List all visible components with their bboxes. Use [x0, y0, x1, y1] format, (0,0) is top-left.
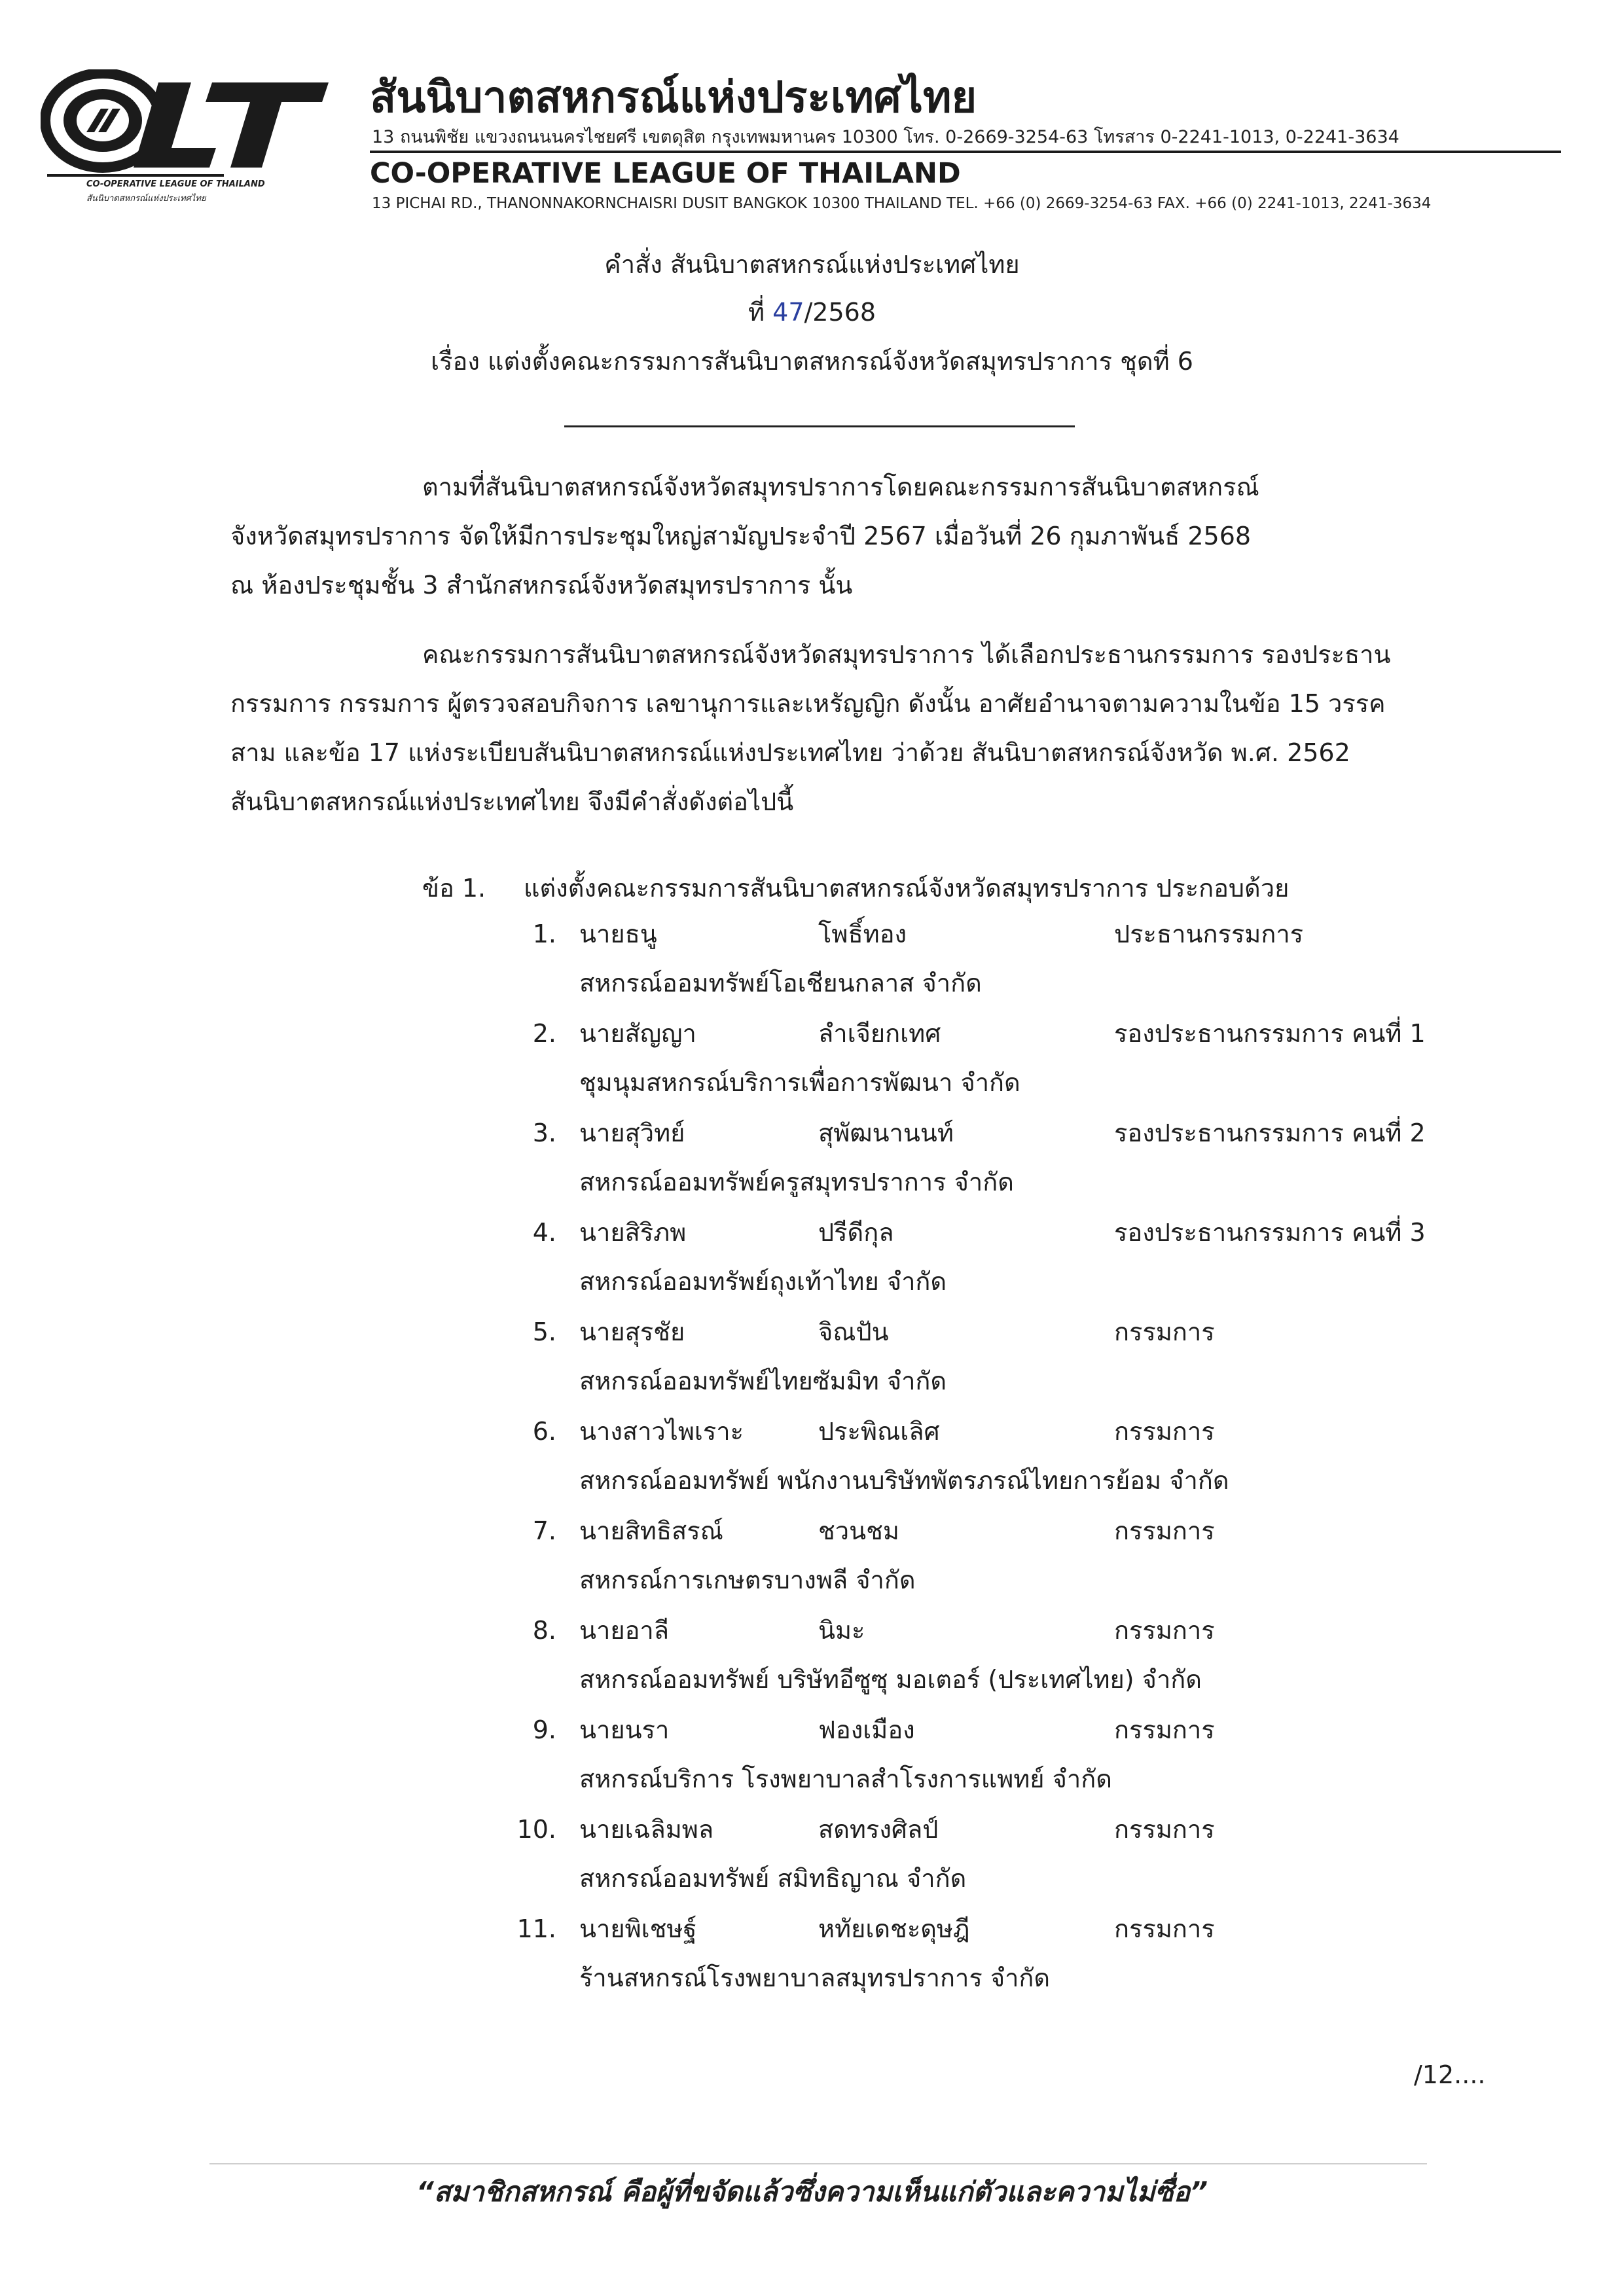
member-first-name: นายสัญญา	[579, 1019, 696, 1048]
member-last-name: หทัยเดชะดุษฎี	[818, 1914, 970, 1943]
member-first-name: นายนรา	[579, 1715, 670, 1744]
paragraph-1-line-2: จังหวัดสมุทรปราการ จัดให้มีการประชุมใหญ่สามัญประจำปี 2567 เมื่อวันที่ 26 กุมภาพันธ์ 2568	[230, 522, 1252, 550]
member-cooperative: สหกรณ์บริการ โรงพยาบาลสำโรงการแพทย์ จำกัด	[579, 1765, 1112, 1793]
member-first-name: นายพิเชษฐ์	[579, 1914, 697, 1943]
member-first-name: นายอาลี	[579, 1616, 670, 1645]
order-number-suffix: /2568	[804, 298, 876, 327]
footer-motto: “สมาชิกสหกรณ์ คือผู้ที่ขจัดแล้วซึ่งความเห็นแก่ตัวและความไม่ซื่อ”	[416, 2176, 1208, 2208]
member-number: 11.	[516, 1914, 556, 1943]
member-first-name: นางสาวไพเราะ	[579, 1417, 744, 1446]
member-cooperative: สหกรณ์ออมทรัพย์โอเชียนกลาส จำกัด	[579, 969, 982, 997]
member-last-name: โพธิ์ทอง	[818, 920, 907, 948]
clt-logo	[41, 69, 348, 207]
member-number: 8.	[532, 1616, 556, 1645]
member-role: รองประธานกรรมการ คนที่ 3	[1114, 1218, 1426, 1247]
member-number: 9.	[532, 1715, 556, 1744]
member-number: 1.	[532, 920, 556, 948]
member-first-name: นายธนู	[579, 920, 657, 948]
member-cooperative: สหกรณ์ออมทรัพย์ถุงเท้าไทย จำกัด	[579, 1267, 947, 1296]
letterhead-divider	[370, 151, 1561, 153]
page-continuation: /12....	[1414, 2060, 1486, 2089]
member-last-name: สุพัฒนานนท์	[818, 1119, 954, 1147]
logo-caption-th: สันนิบาตสหกรณ์แห่งประเทศไทย	[86, 194, 206, 204]
member-last-name: สดทรงศิลป์	[818, 1815, 939, 1844]
order-subject: เรื่อง แต่งตั้งคณะกรรมการสันนิบาตสหกรณ์จังหวัดสมุทรปราการ ชุดที่ 6	[431, 347, 1193, 376]
member-cooperative: สหกรณ์ออมทรัพย์ไทยซัมมิท จำกัด	[579, 1367, 947, 1395]
member-cooperative: สหกรณ์ออมทรัพย์ สมิทธิญาณ จำกัด	[579, 1864, 967, 1893]
member-last-name: ลำเจียกเทศ	[818, 1019, 941, 1048]
member-first-name: นายเฉลิมพล	[579, 1815, 714, 1844]
member-role: กรรมการ	[1114, 1417, 1215, 1446]
paragraph-2-line-4: สันนิบาตสหกรณ์แห่งประเทศไทย จึงมีคำสั่งดังต่อไปนี้	[230, 787, 794, 816]
member-role: กรรมการ	[1114, 1516, 1215, 1545]
order-number	[0, 298, 1624, 328]
member-number: 4.	[532, 1218, 556, 1247]
member-role: ประธานกรรมการ	[1114, 920, 1304, 948]
member-cooperative: สหกรณ์ออมทรัพย์ครูสมุทรปราการ จำกัด	[579, 1168, 1014, 1196]
member-number: 5.	[532, 1318, 556, 1346]
member-first-name: นายสุวิทย์	[579, 1119, 685, 1147]
member-role: กรรมการ	[1114, 1914, 1215, 1943]
member-last-name: ประพิณเลิศ	[818, 1417, 940, 1446]
paragraph-1-line-3: ณ ห้องประชุมชั้น 3 สำนักสหกรณ์จังหวัดสมุทรปราการ นั้น	[230, 571, 853, 600]
member-last-name: ปรีดีกุล	[818, 1218, 894, 1247]
member-cooperative: สหกรณ์การเกษตรบางพลี จำกัด	[579, 1566, 916, 1594]
member-last-name: นิมะ	[818, 1616, 865, 1645]
member-last-name: จิณปัน	[818, 1318, 889, 1346]
member-number: 7.	[532, 1516, 556, 1545]
paragraph-1-line-1: ตามที่สันนิบาตสหกรณ์จังหวัดสมุทรปราการโดยคณะกรรมการสันนิบาตสหกรณ์	[422, 473, 1259, 501]
member-first-name: นายสิริภพ	[579, 1218, 687, 1247]
clause-1-text: แต่งตั้งคณะกรรมการสันนิบาตสหกรณ์จังหวัดสมุทรปราการ ประกอบด้วย	[524, 874, 1290, 903]
member-number: 3.	[532, 1119, 556, 1147]
address-th: 13 ถนนพิชัย แขวงถนนนครไชยศรี เขตดุสิต กรุงเทพมหานคร 10300 โทร. 0-2669-3254-63 โทรสาร 0-2241-1013, 0-2241-3634	[372, 127, 1399, 147]
member-number: 6.	[532, 1417, 556, 1446]
order-heading: คำสั่ง สันนิบาตสหกรณ์แห่งประเทศไทย	[604, 250, 1020, 279]
paragraph-2-line-1: คณะกรรมการสันนิบาตสหกรณ์จังหวัดสมุทรปราการ ได้เลือกประธานกรรมการ รองประธาน	[422, 640, 1391, 669]
org-name-en: CO-OPERATIVE LEAGUE OF THAILAND	[370, 157, 961, 190]
order-number-value: 47	[772, 298, 804, 327]
member-role: กรรมการ	[1114, 1616, 1215, 1645]
member-cooperative: สหกรณ์ออมทรัพย์ บริษัทอีซูซุ มอเตอร์ (ประเทศไทย) จำกัด	[579, 1665, 1202, 1694]
order-number-prefix: ที่	[748, 298, 765, 327]
address-en: 13 PICHAI RD., THANONNAKORNCHAISRI DUSIT BANGKOK 10300 THAILAND TEL. +66 (0) 2669-3254-63 FAX. +66 (0) 2241-1013, 2241-3634	[372, 195, 1432, 212]
member-number: 10.	[516, 1815, 556, 1844]
member-role: รองประธานกรรมการ คนที่ 2	[1114, 1119, 1426, 1147]
member-role: กรรมการ	[1114, 1815, 1215, 1844]
member-first-name: นายสุรชัย	[579, 1318, 685, 1346]
member-cooperative: ชุมนุมสหกรณ์บริการเพื่อการพัฒนา จำกัด	[579, 1068, 1020, 1097]
member-cooperative: ร้านสหกรณ์โรงพยาบาลสมุทรปราการ จำกัด	[579, 1964, 1051, 1992]
paragraph-2-line-3: สาม และข้อ 17 แห่งระเบียบสันนิบาตสหกรณ์แห่งประเทศไทย ว่าด้วย สันนิบาตสหกรณ์จังหวัด พ.ศ. 2562	[230, 738, 1350, 767]
member-role: รองประธานกรรมการ คนที่ 1	[1114, 1019, 1426, 1048]
subject-underline	[564, 425, 1075, 427]
member-first-name: นายสิทธิสรณ์	[579, 1516, 723, 1545]
member-last-name: ชวนชม	[818, 1516, 899, 1545]
member-number: 2.	[532, 1019, 556, 1048]
member-cooperative: สหกรณ์ออมทรัพย์ พนักงานบริษัทพัตรภรณ์ไทยการย้อม จำกัด	[579, 1466, 1229, 1495]
logo-caption-en: CO-OPERATIVE LEAGUE OF THAILAND	[86, 179, 265, 189]
footer-divider	[209, 2163, 1427, 2164]
member-role: กรรมการ	[1114, 1318, 1215, 1346]
paragraph-2-line-2: กรรมการ กรรมการ ผู้ตรวจสอบกิจการ เลขานุการและเหรัญญิก ดังนั้น อาศัยอำนาจตามความในข้อ 15 วรรค	[230, 689, 1386, 718]
org-name-th: สันนิบาตสหกรณ์แห่งประเทศไทย	[370, 72, 977, 122]
clause-1-label: ข้อ 1.	[422, 874, 486, 903]
member-last-name: ฟองเมือง	[818, 1715, 915, 1744]
member-role: กรรมการ	[1114, 1715, 1215, 1744]
